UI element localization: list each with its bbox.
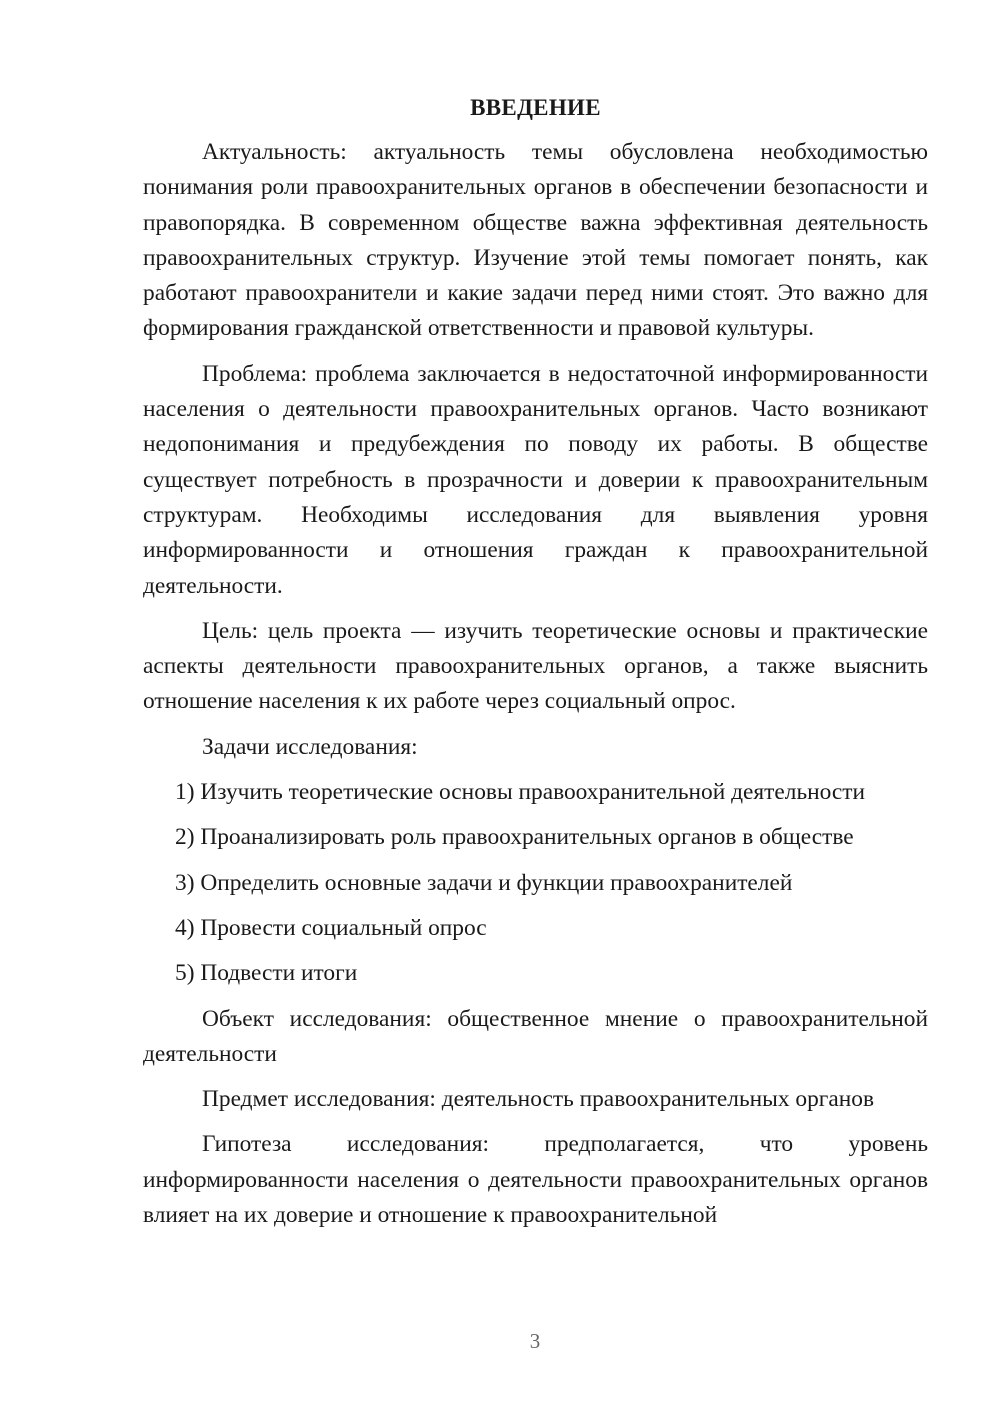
tasks-heading: Задачи исследования: [202, 733, 418, 760]
task-item: 2) Проанализировать роль правоохранительных органов в обществе [175, 824, 854, 851]
problem-paragraph: Проблема: проблема заключается в недостаточной информированности населения о деятельности правоохранительных органов. Часто возникают недопонимания и предубеждения по поводу их работы. В обществе существует потребность в прозрачности и доверии к правоохранительным структурам. Необходимы исследования для выявления уровня информированности и отношения граждан к правоохранительной деятельности. [143, 360, 928, 599]
object-paragraph: Объект исследования: общественное мнение о правоохранительной деятельности [143, 1005, 928, 1067]
task-item: 5) Подвести итоги [175, 960, 358, 987]
task-item: 1) Изучить теоретические основы правоохранительной деятельности [175, 779, 866, 806]
hypothesis-paragraph: Гипотеза исследования: предполагается, что уровень информированности населения о деятельности правоохранительных органов влияет на их доверие и отношение к правоохранительной [143, 1131, 928, 1229]
task-item: 3) Определить основные задачи и функции правоохранителей [175, 869, 793, 896]
task-item: 4) Провести социальный опрос [175, 914, 487, 941]
subject-paragraph: Предмет исследования: деятельность правоохранительных органов [202, 1086, 875, 1113]
page-number: 3 [529, 1329, 541, 1353]
page-title: ВВЕДЕНИЕ [470, 95, 601, 120]
goal-paragraph: Цель: цель проекта — изучить теоретические основы и практические аспекты деятельности правоохранительных органов, а также выяснить отношение населения к их работе через социальный опрос. [143, 617, 928, 715]
document-page [143, 90, 928, 1243]
relevance-paragraph: Актуальность: актуальность темы обусловлена необходимостью понимания роли правоохранительных органов в обеспечении безопасности и правопорядка. В современном обществе важна эффективная деятельность правоохранительных структур. Изучение этой темы помогает понять, как работают правоохранители и какие задачи перед ними стоят. Это важно для формирования гражданской ответственности и правовой культуры. [143, 139, 928, 342]
